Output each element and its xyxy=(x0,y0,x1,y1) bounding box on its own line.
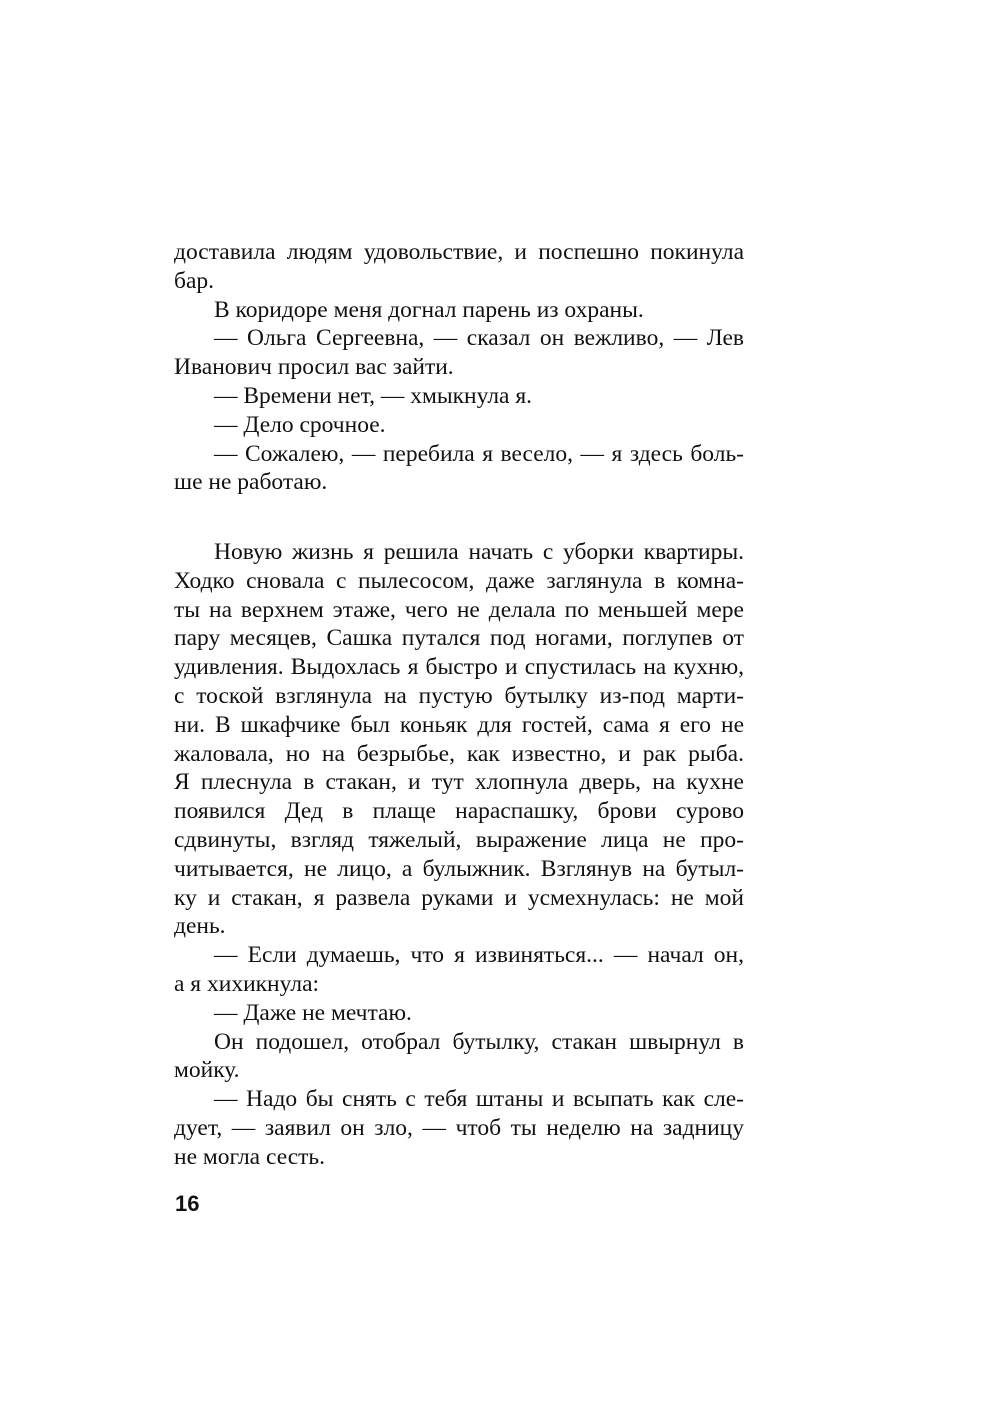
text-block-main xyxy=(174,538,744,1172)
text-line: ни. В шкафчике был коньяк для гостей, сама я его не xyxy=(174,711,744,738)
text-line: жаловала, но на безрыбье, как известно, и рак рыба. xyxy=(174,740,744,767)
text-line: — Дело срочное. xyxy=(214,411,386,438)
text-line: — Времени нет, — хмыкнула я. xyxy=(214,382,533,409)
text-line: Иванович просил вас зайти. xyxy=(174,354,454,381)
text-line: — Даже не мечтаю. xyxy=(214,999,412,1026)
text-line: удивления. Выдохлась я быстро и спустилась на кухню, xyxy=(174,654,744,681)
text-line: а я хихикнула: xyxy=(174,970,320,997)
text-line: ше не работаю. xyxy=(174,469,328,496)
text-line: день. xyxy=(174,913,226,940)
text-line: — Сожалею, — перебила я весело, — я здесь боль- xyxy=(214,440,744,467)
text-line: не могла сесть. xyxy=(174,1143,326,1170)
text-line: дует, — заявил он зло, — чтоб ты неделю на задницу xyxy=(174,1114,744,1141)
text-line: Новую жизнь я решила начать с уборки квартиры. xyxy=(214,539,744,565)
text-line: доставила людям удовольствие, и поспешно покинула xyxy=(174,239,744,265)
text-line: пару месяцев, Сашка путался под ногами, поглупев от xyxy=(174,625,744,652)
text-line: с тоской взглянула на пустую бутылку из-под марти- xyxy=(174,682,744,709)
text-line: читывается, не лицо, а булыжник. Взглянув на бутыл- xyxy=(174,855,744,882)
text-line: ку и стакан, я развела руками и усмехнулась: не мой xyxy=(174,884,744,911)
page-number: 16 xyxy=(175,1191,200,1216)
text-line: — Надо бы снять с тебя штаны и всыпать как сле- xyxy=(214,1086,744,1113)
text-line: — Ольга Сергеевна, — сказал он вежливо, — Лев xyxy=(214,325,744,352)
text-line: Он подошел, отобрал бутылку, стакан швырнул в xyxy=(214,1028,744,1055)
text-block-top xyxy=(174,238,744,497)
text-line: появился Дед в плаще нараспашку, брови сурово xyxy=(174,798,744,825)
text-line: сдвинуты, взгляд тяжелый, выражение лица не про- xyxy=(174,826,744,853)
text-line: Я плеснула в стакан, и тут хлопнула дверь, на кухне xyxy=(174,769,744,796)
text-line: Ходко сновала с пылесосом, даже заглянула в комна- xyxy=(174,567,744,594)
text-line: ты на верхнем этаже, чего не делала по меньшей мере xyxy=(174,596,744,623)
text-line: мойку. xyxy=(174,1057,240,1084)
text-line: — Если думаешь, что я извиняться... — начал он, xyxy=(214,942,744,969)
text-line: В коридоре меня догнал парень из охраны. xyxy=(214,296,644,323)
text-line: бар. xyxy=(174,267,215,294)
